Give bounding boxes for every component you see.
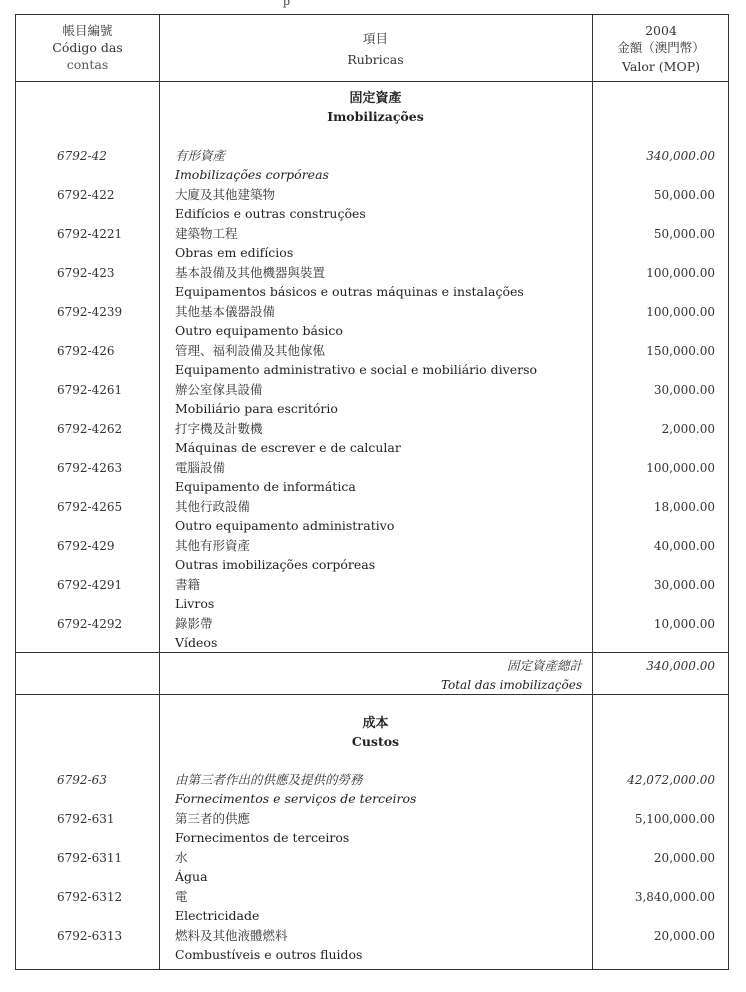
header-divider [16,81,728,82]
account-code: 6792-426 [57,344,115,358]
rubric-pt: Outro equipamento administrativo [175,518,395,533]
section2-title-zh: 成本 [362,716,389,731]
total-label-pt: Total das imobilizações [440,678,582,692]
rubric-zh: 電 [175,889,188,904]
account-code: 6792-631 [57,812,115,826]
account-code: 6792-42 [57,149,107,163]
section-title-pt: Imobilizações [327,109,424,124]
account-code: 6792-4262 [57,422,123,436]
column-divider-value [592,15,593,969]
header-value-zh: 金額（澳門幣） [617,40,705,55]
header-rubric-zh: 項目 [362,31,388,46]
amount: 30,000.00 [653,578,715,592]
amount: 40,000.00 [653,539,715,553]
rubric-pt: Equipamento administrativo e social e mobiliário diverso [175,362,538,377]
header-code-pt-2: contas [66,57,109,72]
amount: 3,840,000.00 [634,890,715,904]
account-code: 6792-4265 [57,500,123,514]
rubric-pt: Electricidade [175,908,260,923]
total-amount: 340,000.00 [646,659,715,673]
section-title-zh: 固定資產 [349,91,402,106]
rubric-pt: Outras imobilizações corpóreas [175,557,376,572]
rubric-zh: 書籍 [175,577,201,592]
rubric-zh: 有形資產 [175,148,226,163]
rubric-pt: Equipamento de informática [175,479,356,494]
header-value-pt: Valor (MOP) [621,59,700,74]
account-code: 6792-429 [57,539,115,553]
account-code: 6792-423 [57,266,115,280]
amount: 30,000.00 [653,383,715,397]
rubric-pt: Fornecimentos de terceiros [175,830,350,845]
rubric-zh: 大廈及其他建築物 [175,187,276,202]
account-code: 6792-6313 [57,929,123,943]
account-code: 6792-6311 [57,851,123,865]
rubric-zh: 燃料及其他液體燃料 [175,928,288,943]
amount: 5,100,000.00 [634,812,715,826]
rubric-pt: Vídeos [175,635,218,650]
rubric-pt: Máquinas de escrever e de calcular [175,440,401,455]
total-bottom-divider [16,694,728,695]
amount: 10,000.00 [653,617,715,631]
account-code: 6792-4239 [57,305,123,319]
total-label-zh: 固定資產總計 [506,658,582,673]
account-code: 6792-63 [57,773,107,787]
rubric-pt: Fornecimentos e serviços de terceiros [175,791,417,806]
amount: 18,000.00 [653,500,715,514]
amount: 2,000.00 [661,422,715,436]
rubric-zh: 建築物工程 [175,226,238,241]
amount: 150,000.00 [646,344,715,358]
account-code: 6792-4291 [57,578,123,592]
rubric-zh: 其他行政設備 [175,499,251,514]
column-divider-code [159,15,160,969]
rubric-pt: Mobiliário para escritório [175,401,338,416]
account-code: 6792-6312 [57,890,123,904]
header-code-pt-1: Código das [52,40,123,55]
amount: 100,000.00 [646,266,715,280]
rubric-zh: 由第三者作出的供應及提供的勞務 [175,772,363,787]
rubric-pt: Combustíveis e outros fluidos [175,947,363,962]
account-code: 6792-4221 [57,227,123,241]
header-rubric-pt: Rubricas [347,52,404,67]
amount: 42,072,000.00 [627,773,715,787]
amount: 50,000.00 [653,188,715,202]
rubric-zh: 其他有形資產 [175,538,251,553]
rubric-pt: Água [175,869,208,884]
account-code: 6792-422 [57,188,115,202]
rubric-zh: 水 [175,850,188,865]
rubric-zh: 電腦設備 [175,460,226,475]
account-code: 6792-4292 [57,617,123,631]
rubric-zh: 打字機及計數機 [175,421,263,436]
amount: 20,000.00 [653,929,715,943]
amount: 340,000.00 [646,149,715,163]
rubric-zh: 辦公室傢具設備 [175,382,263,397]
amount: 20,000.00 [653,851,715,865]
page-top-fragment: p [283,0,291,8]
budget-table [15,14,729,970]
amount: 50,000.00 [653,227,715,241]
amount: 100,000.00 [646,305,715,319]
rubric-zh: 錄影帶 [175,616,213,631]
header-code-zh: 帳目編號 [62,23,113,38]
rubric-pt: Obras em edifícios [175,245,294,260]
rubric-pt: Imobilizações corpóreas [175,167,329,182]
rubric-zh: 基本設備及其他機器與裝置 [175,265,326,280]
amount: 100,000.00 [646,461,715,475]
account-code: 6792-4261 [57,383,123,397]
rubric-zh: 第三者的供應 [175,811,251,826]
header-year: 2004 [645,23,677,38]
section2-title-pt: Custos [351,734,400,749]
total-top-divider [16,652,728,653]
rubric-zh: 其他基本儀器設備 [175,304,276,319]
rubric-pt: Livros [175,596,215,611]
rubric-pt: Edifícios e outras construções [175,206,366,221]
rubric-pt: Equipamentos básicos e outras máquinas e instalações [175,284,524,299]
rubric-pt: Outro equipamento básico [175,323,343,338]
rubric-zh: 管理、福利設備及其他傢俬 [175,343,326,358]
account-code: 6792-4263 [57,461,123,475]
